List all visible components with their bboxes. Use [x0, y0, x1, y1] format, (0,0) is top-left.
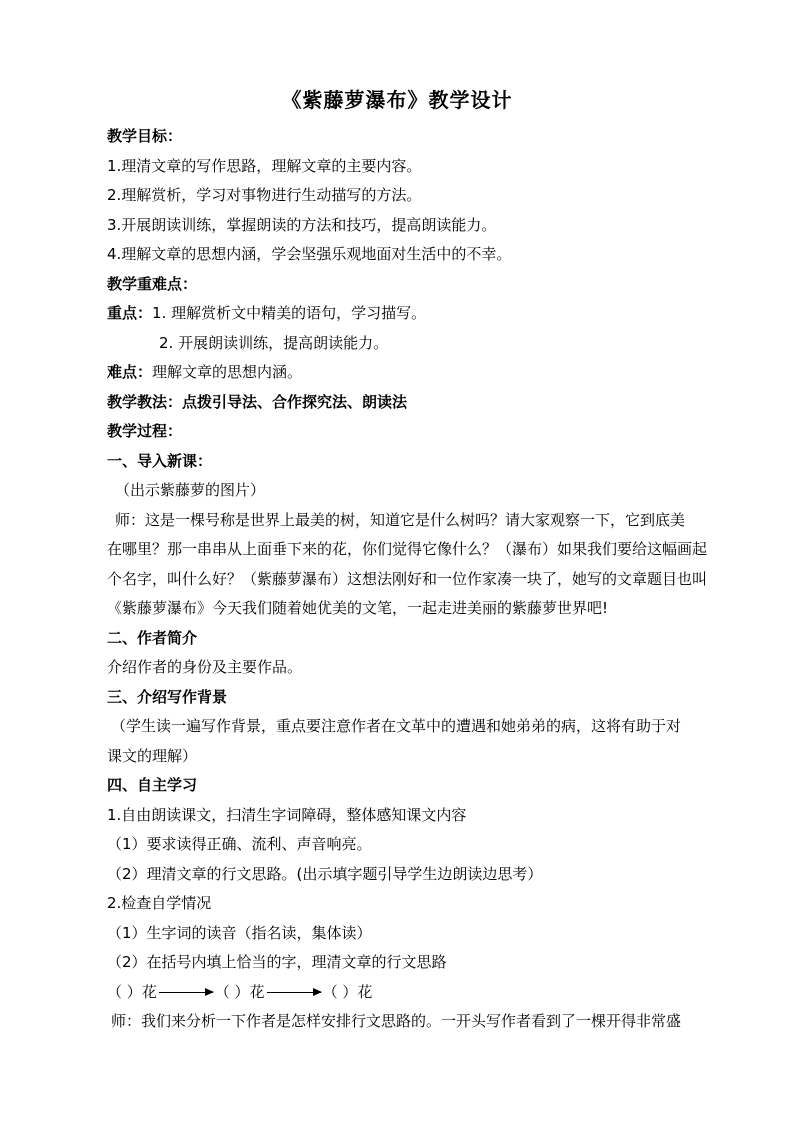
section-note: （出示紫藤萝的图片） [115, 481, 266, 499]
difficulty-label: 难点： [107, 363, 153, 381]
flow-blank: （ ）花 [107, 982, 157, 1001]
paragraph-line: 在哪里？那一串串从上面垂下来的花，你们觉得它像什么？（瀑布）如果我们要给这幅画起 [107, 540, 708, 558]
section-heading: 一、导入新课： [107, 451, 213, 470]
paragraph-line: 介绍作者的身份及主要作品。 [107, 658, 303, 676]
section-heading: 三、介绍写作背景 [107, 687, 228, 706]
focus-item: 1. 理解赏析文中精美的语句，学习描写。 [152, 304, 427, 322]
process-heading: 教学过程： [107, 422, 183, 440]
methods-line: 教学教法：点拨引导法、合作探究法、朗读法 [107, 392, 408, 411]
paragraph-line: 师：这是一棵号称是世界上最美的树，知道它是什么树吗？请大家观察一下，它到底美 [115, 510, 686, 529]
goals-heading: 教学目标： [107, 127, 183, 145]
goal-item: 4.理解文章的思想内涵，学会坚强乐观地面对生活中的不幸。 [107, 245, 512, 263]
goal-item: 2.理解赏析，学习对事物进行生动描写的方法。 [107, 186, 422, 204]
paragraph-line: 《紫藤萝瀑布》今天我们随着她优美的文笔，一起走进美丽的紫藤萝世界吧! [107, 599, 609, 617]
arrow-right-icon [159, 992, 213, 993]
list-item: 1.自由朗读课文，扫清生字词障碍，整体感知课文内容 [107, 805, 467, 824]
document-title: 《紫藤萝瀑布》教学设计 [281, 88, 513, 112]
paragraph-line: （学生读一遍写作背景，重点要注意作者在文革中的遭遇和她弟弟的病，这将有助于对 [111, 717, 682, 735]
flow-diagram [107, 978, 719, 1008]
paragraph-line: 个名字，叫什么好？（紫藤萝瀑布）这想法刚好和一位作家凑一块了，她写的文章题目也叫 [107, 569, 708, 588]
list-item: （2）在括号内填上恰当的字，理清文章的行文思路 [107, 953, 447, 971]
focus-label: 重点： [107, 304, 153, 322]
flow-blank: （ ）花 [322, 982, 373, 1001]
goal-item: 3.开展朗读训练，掌握朗读的方法和技巧，提高朗读能力。 [107, 215, 497, 234]
focus-line-1 [107, 299, 719, 329]
difficulty-text: 理解文章的思想内涵。 [152, 363, 303, 381]
goal-item: 1.理清文章的写作思路，理解文章的主要内容。 [107, 156, 422, 175]
paragraph-line: 课文的理解） [107, 746, 198, 765]
list-item: （2）理清文章的行文思路。(出示填字题引导学生边朗读边思考） [107, 864, 543, 883]
section-heading: 二、作者简介 [107, 628, 198, 647]
paragraph-line: 师：我们来分析一下作者是怎样安排行文思路的。一开头写作者看到了一棵开得非常盛 [111, 1012, 682, 1030]
document-body [107, 122, 719, 1037]
focus-item: 2. 开展朗读训练，提高朗读能力。 [159, 333, 389, 352]
arrow-right-icon [267, 992, 321, 993]
list-item: （1）生字词的读音（指名读，集体读） [107, 923, 372, 942]
difficulty-line [107, 358, 719, 388]
list-item: 2.检查自学情况 [107, 894, 212, 912]
section-heading: 四、自主学习 [107, 776, 198, 794]
list-item: （1）要求读得正确、流利、声音响亮。 [107, 835, 372, 853]
flow-blank: （ ）花 [214, 982, 265, 1001]
key-points-heading: 教学重难点： [107, 274, 198, 293]
